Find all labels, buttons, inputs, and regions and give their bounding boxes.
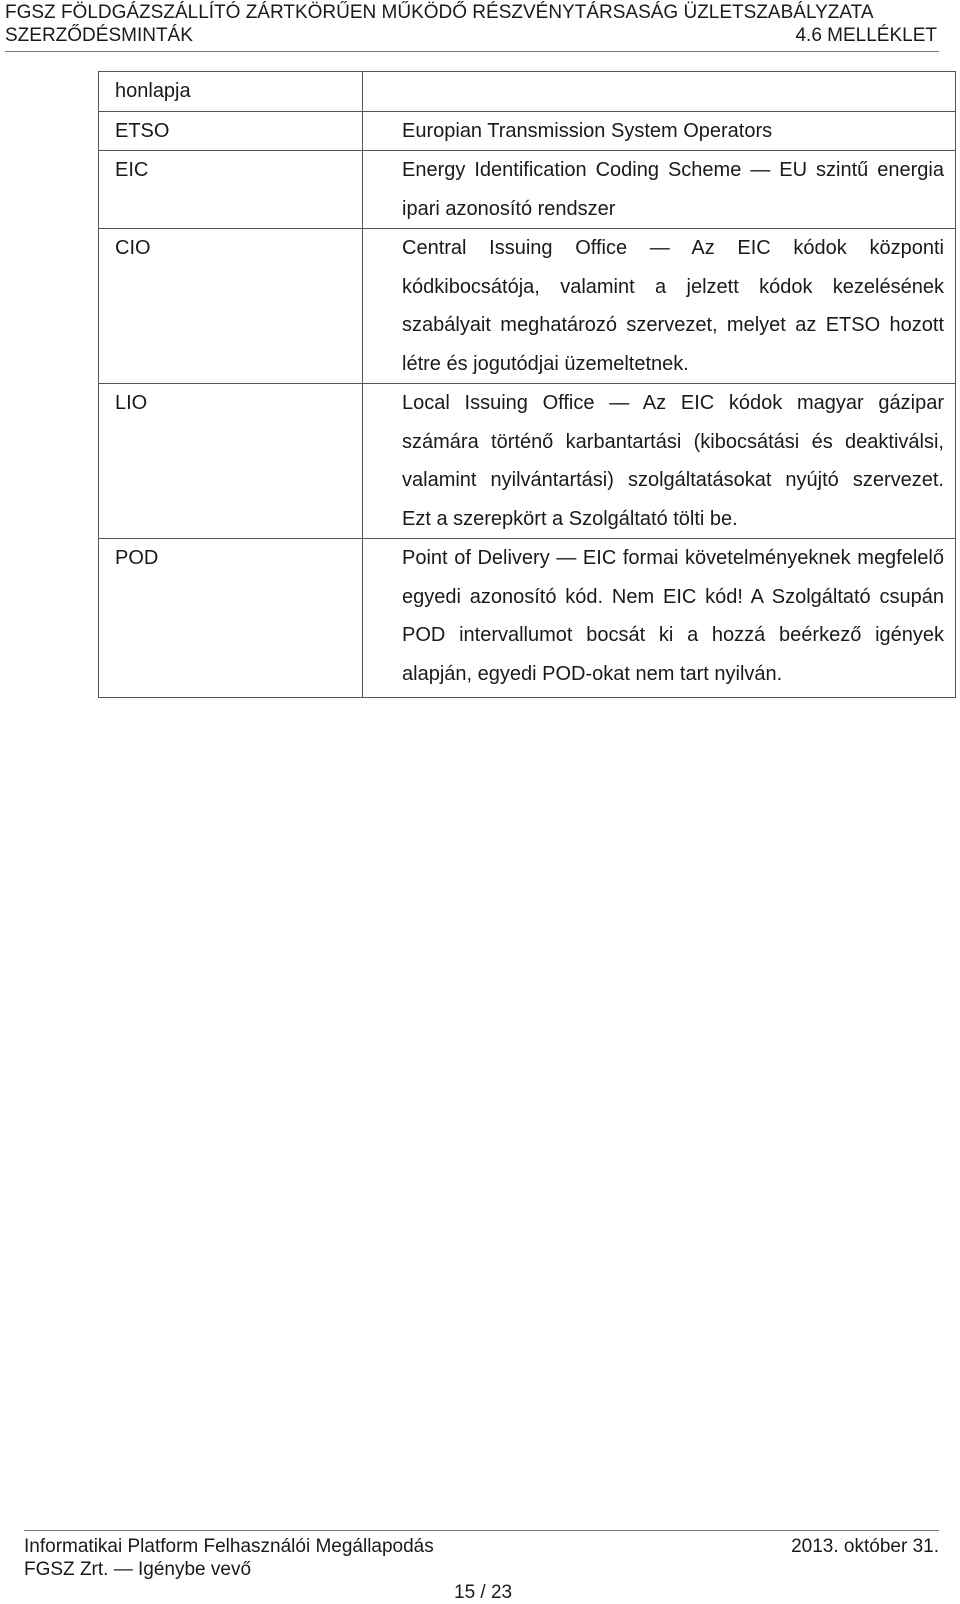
page-header [5, 0, 939, 52]
table-row [99, 384, 956, 539]
definition-cell [363, 72, 956, 112]
document-title: FGSZ FÖLDGÁZSZÁLLÍTÓ ZÁRTKÖRŰEN MŰKÖDŐ RÉSZVÉNYTÁRSASÁG ÜZLETSZABÁLYZATA [5, 2, 874, 23]
term-cell: ETSO [99, 111, 363, 151]
term-cell: POD [99, 539, 363, 698]
table-row [99, 111, 956, 151]
definition-cell: Point of Delivery — EIC formai követelményeknek megfelelő egyedi azonosító kód. Nem EIC kód! A Szolgáltató csupán POD intervallumot bocsát ki a hozzá beérkező igények alapján, egyedi POD-okat nem tart nyilván. [363, 539, 956, 698]
definition-cell: Energy Identification Coding Scheme — EU szintű energia ipari azonosító rendszer [363, 151, 956, 229]
document-date: 2013. október 31. [791, 1536, 939, 1557]
term-cell: EIC [99, 151, 363, 229]
definition-cell: Europian Transmission System Operators [363, 111, 956, 151]
page-number: 15 / 23 [454, 1582, 513, 1603]
parties-label: FGSZ Zrt. — Igénybe vevő [24, 1559, 252, 1580]
glossary-table [98, 71, 956, 698]
table-row [99, 539, 956, 698]
section-title: SZERZŐDÉSMINTÁK [5, 25, 193, 46]
agreement-name: Informatikai Platform Felhasználói Megállapodás [24, 1536, 434, 1557]
definition-cell: Local Issuing Office — Az EIC kódok magyar gázipar számára történő karbantartási (kibocsátási és deaktiválsi, valamint nyilvántartási) szolgáltatásokat nyújtó szervezet. Ezt a szerepkört a Szolgáltató tölti be. [363, 384, 956, 539]
annex-label: 4.6 MELLÉKLET [795, 25, 937, 46]
definition-cell: Central Issuing Office — Az EIC kódok központi kódkibocsátója, valamint a jelzett kódok kezelésének szabályait meghatározó szervezet, melyet az ETSO hozott létre és jogutódjai üzemeltetnek. [363, 229, 956, 384]
table-row [99, 151, 956, 229]
term-cell: CIO [99, 229, 363, 384]
term-cell: LIO [99, 384, 363, 539]
table-row [99, 72, 956, 112]
page-footer [24, 1530, 939, 1601]
table-row [99, 229, 956, 384]
term-cell: honlapja [99, 72, 363, 112]
